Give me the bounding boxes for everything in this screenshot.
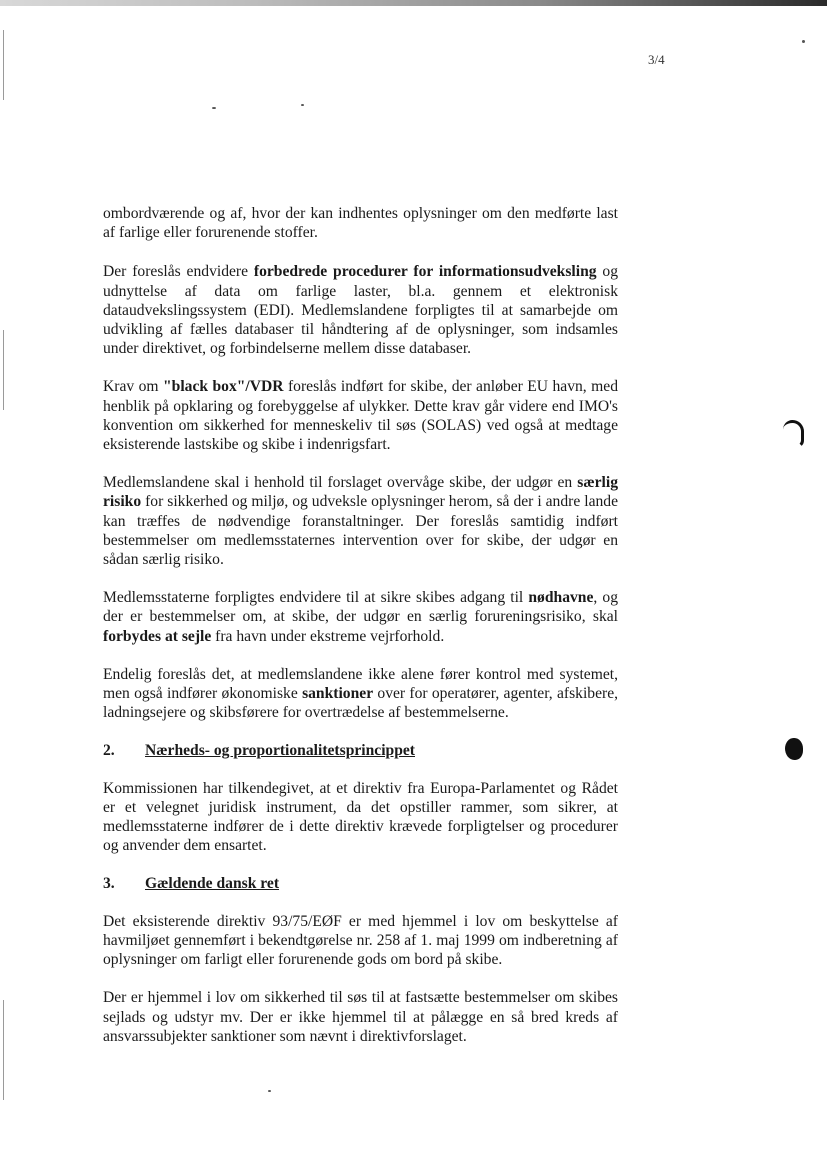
scan-speck <box>301 104 304 106</box>
scan-top-edge <box>0 0 827 6</box>
section-heading <box>103 874 618 893</box>
document-body <box>103 204 618 1065</box>
paragraph: Medlemsstaterne forpligtes endvidere til at sikre skibes adgang til nødhavne, og der er bestemmelser om, at skibe, der udgør en særlig forureningsrisiko, skal forbydes at sejle fra havn under ekstreme vejrforhold. <box>103 589 618 645</box>
scan-speck <box>212 107 216 109</box>
paragraph: Kommissionen har tilkendegivet, at et direktiv fra Europa-Parlamentet og Rådet er et velegnet juridisk instrument, da det opstiller rammer, som sikrer, at medlemsstaterne indfører de i dette direktiv krævede forpligtelser og procedurer og anvender dem ensartet. <box>103 779 618 855</box>
paragraph: Endelig foreslås det, at medlemslandene ikke alene fører kontrol med systemet, men også indfører økonomiske sanktioner over for operatører, agenter, afskibere, ladningsejere og skibsførere for overtrædelse af bestemmelserne. <box>103 665 619 722</box>
scan-margin-line <box>3 330 4 410</box>
scan-margin-line <box>3 1000 4 1100</box>
paragraph: Krav om "black box"/VDR foreslås indført for skibe, der anløber EU havn, med henblik på opklaring og forebyggelse af ulykker. Dette krav går videre end IMO's konvention om sikkerhed for menneskeliv til søs (SOLAS) ved også at medtage eksisterende lastskibe og skibe i indenrigsfart. <box>103 378 618 454</box>
page-number: 3/4 <box>648 52 665 67</box>
section-title: Gældende dansk ret <box>145 875 280 893</box>
section-number: 2. <box>103 742 115 760</box>
paragraph: Det eksisterende direktiv 93/75/EØF er med hjemmel i lov om beskyttelse af havmiljøet gennemført i bekendtgørelse nr. 258 af 1. maj 1999 om indberetning af oplysninger om farligt eller forurenende gods om bord på skibe. <box>103 912 618 969</box>
paragraph: ombordværende og af, hvor der kan indhentes oplysninger om den medførte last af farlige eller forurenende stoffer. <box>103 205 618 242</box>
scan-margin-line <box>3 30 4 100</box>
scan-speck <box>268 1090 271 1092</box>
hole-punch-mark <box>785 738 803 760</box>
paragraph: Medlemslandene skal i henhold til forslaget overvåge skibe, der udgør en særlig risiko for sikkerhed og miljø, og udveksle oplysninger herom, så der i andre lande kan træffes de nødvendige foranstaltninger. Der foreslås samtidig indført bestemmelser om medlemsstaternes intervention over for skibe, der udgør en sådan særlig risiko. <box>103 474 618 569</box>
scan-speck <box>802 40 805 43</box>
section-heading <box>103 741 618 760</box>
section-number: 3. <box>103 875 115 893</box>
paragraph: Der foreslås endvidere forbedrede procedurer for informationsudveksling og udnyttelse af data om farlige laster, bl.a. gennem et elektronisk dataudvekslingssystem (EDI). Medlemslandene forpligtes til at samarbejde om udvikling af fælles databaser til håndtering af de oplysninger, som indsamles under direktivet, og forbindelserne mellem disse databaser. <box>103 263 618 358</box>
section-title: Nærheds- og proportionalitetsprincippet <box>145 742 416 760</box>
paragraph: Der er hjemmel i lov om sikkerhed til søs til at fastsætte bestemmelser om skibes sejlads og udstyr mv. Der er ikke hjemmel til at pålægge en så bred kreds af ansvarssubjekter sanktioner som nævnt i direktivforslaget. <box>103 989 618 1045</box>
hole-punch-mark <box>783 420 804 448</box>
